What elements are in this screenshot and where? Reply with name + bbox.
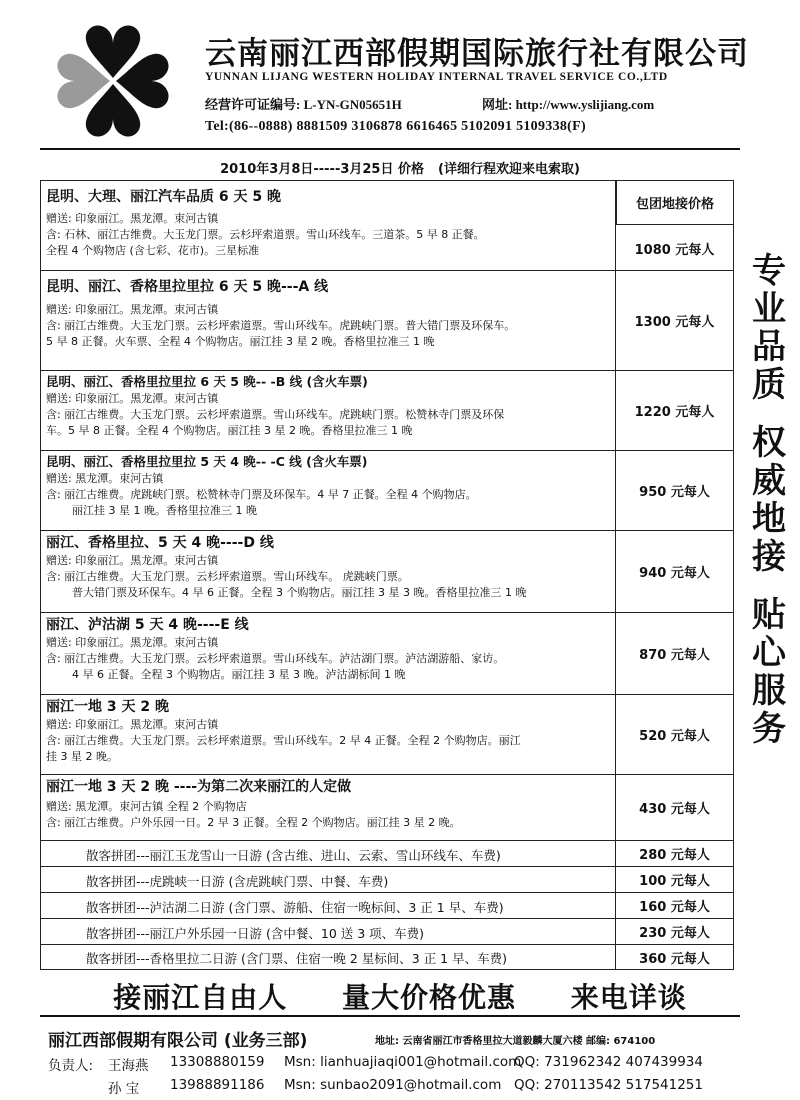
tour-description xyxy=(41,271,616,370)
tour-description xyxy=(41,451,616,530)
tour-line: 含: 石林、丽江古维费。大玉龙门票。云杉坪索道票。雪山环线车。三道茶。5 早 8 正餐。 xyxy=(46,228,485,241)
page-header xyxy=(0,0,800,148)
tour-title: 丽江一地 3 天 2 晚 xyxy=(46,699,169,715)
tour-row xyxy=(41,531,733,613)
group-tour-row xyxy=(41,841,733,867)
contact-name: 孙 宝 xyxy=(108,1081,140,1097)
group-tour-row xyxy=(41,867,733,893)
tour-description xyxy=(41,371,616,450)
tour-title: 昆明、丽江、香格里拉里拉 6 天 5 晚---A 线 xyxy=(46,279,329,295)
contact-qq: QQ: 731962342 407439934 xyxy=(514,1054,703,1070)
tour-row xyxy=(41,695,733,775)
tour-line: 含: 丽江古维费。大玉龙门票。云杉坪索道票。雪山环线车。2 早 4 正餐。全程 2 个购物店。丽江 xyxy=(46,734,521,747)
tour-title: 丽江一地 3 天 2 晚 ----为第二次来丽江的人定做 xyxy=(46,779,352,795)
group-tour-description: 散客拼团---虎跳峡一日游 (含虎跳峡门票、中餐、车费) xyxy=(41,867,616,892)
tour-title: 昆明、丽江、香格里拉里拉 6 天 5 晚-- -B 线 (含火车票) xyxy=(46,374,368,389)
date-range xyxy=(0,158,800,177)
group-tour-price: 160 元每人 xyxy=(639,900,710,915)
divider xyxy=(40,148,740,150)
website-link[interactable]: 网址: http://www.yslijiang.com xyxy=(482,97,655,112)
group-tour-price: 360 元每人 xyxy=(639,951,710,967)
group-tour-description: 散客拼团---丽江户外乐园一日游 (含中餐、10 送 3 项、车费) xyxy=(41,919,616,944)
group-tour-price: 230 元每人 xyxy=(639,926,710,941)
tour-description xyxy=(41,695,616,774)
tour-line: 含: 丽江古维费。大玉龙门票。云杉坪索道票。雪山环线车。 虎跳峡门票。 xyxy=(46,570,409,583)
tour-title: 昆明、大理、丽江汽车品质 6 天 5 晚 xyxy=(46,189,281,205)
slogan-phrase: 贴心服务 xyxy=(752,595,786,749)
group-tour-row xyxy=(41,893,733,919)
tour-price: 1220 元每人 xyxy=(634,405,715,420)
group-tour-price: 100 元每人 xyxy=(639,874,710,889)
tour-price: 950 元每人 xyxy=(639,485,710,500)
footer-address: 地址: 云南省丽江市香格里拉大道毅麟大厦六楼 邮编: 674100 xyxy=(375,1036,656,1047)
tour-title: 丽江、泸沽湖 5 天 4 晚----E 线 xyxy=(46,617,249,633)
tour-line: 赠送: 印象丽江。黑龙潭。束河古镇 xyxy=(46,303,219,316)
tour-price: 520 元每人 xyxy=(639,729,710,744)
tour-line: 丽江挂 3 星 1 晚。香格里拉准三 1 晚 xyxy=(72,504,257,517)
tour-description xyxy=(41,181,616,270)
footer-slogan-phrase: 量大价格优惠 xyxy=(341,981,516,1014)
tour-line: 含: 丽江古维费。大玉龙门票。云杉坪索道票。雪山环线车。泸沽湖门票。泸沽湖游船、家访。 xyxy=(46,652,505,665)
slogan-phrase: 专业品质 xyxy=(752,251,786,405)
contact-phone: 13308880159 xyxy=(170,1054,265,1070)
slogan-phrase: 权威地接 xyxy=(752,423,786,577)
tour-line: 赠送: 印象丽江。黑龙潭。束河古镇 xyxy=(46,554,219,567)
contact-qq: QQ: 270113542 517541251 xyxy=(514,1077,703,1093)
tour-description xyxy=(41,613,616,694)
tour-line: 车。5 早 8 正餐。全程 4 个购物店。丽江挂 3 星 2 晚。香格里拉准三 1 晚 xyxy=(46,424,413,437)
tour-row xyxy=(41,451,733,531)
tour-price: 870 元每人 xyxy=(639,648,710,663)
price-table xyxy=(40,180,734,970)
tour-line: 普大错门票及环保车。4 早 6 正餐。全程 3 个购物店。丽江挂 3 星 3 晚。香格里拉准三 1 晚 xyxy=(72,586,527,599)
contact-label: 负责人: xyxy=(48,1058,94,1074)
company-name-en: YUNNAN LIJANG WESTERN HOLIDAY INTERNAL TRAVEL SERVICE CO.,LTD xyxy=(205,71,668,83)
tour-line: 含: 丽江古维费。大玉龙门票。云杉坪索道票。雪山环线车。虎跳峡门票。松赞林寺门票及环保 xyxy=(46,408,505,421)
contact-name: 王海燕 xyxy=(108,1058,149,1074)
tour-row xyxy=(41,613,733,695)
footer-slogan-phrase: 接丽江自由人 xyxy=(113,981,288,1014)
tour-price: 940 元每人 xyxy=(639,566,710,581)
tour-line: 赠送: 印象丽江。黑龙潭。束河古镇 xyxy=(46,636,219,649)
tour-line: 赠送: 印象丽江。黑龙潭。束河古镇 xyxy=(46,718,219,731)
side-slogan xyxy=(744,252,794,748)
tour-line: 含: 丽江古维费。户外乐园一日。2 早 3 正餐。全程 2 个购物店。丽江挂 3 星 2 晚。 xyxy=(46,816,461,829)
tour-title: 昆明、丽江、香格里拉里拉 5 天 4 晚-- -C 线 (含火车票) xyxy=(46,454,368,469)
tour-line: 含: 丽江古维费。虎跳峡门票。松赞林寺门票及环保车。4 早 7 正餐。全程 4 个购物店。 xyxy=(46,488,477,501)
group-tour-description: 散客拼团---泸沽湖二日游 (含门票、游船、住宿一晚标间、3 正 1 早、车费) xyxy=(41,893,616,918)
tour-price: 430 元每人 xyxy=(639,802,710,817)
license-number: 经营许可证编号: L-YN-GN05651H xyxy=(205,97,402,112)
price-column-header: 包团地接价格 xyxy=(616,181,733,225)
tour-row xyxy=(41,371,733,451)
divider xyxy=(40,1015,740,1017)
tour-price: 1300 元每人 xyxy=(634,315,715,330)
contact-phone: 13988891186 xyxy=(170,1077,265,1093)
telephone-numbers: Tel:(86--0888) 8881509 3106878 6616465 5102091 5109338(F) xyxy=(205,119,586,134)
company-logo-icon xyxy=(50,22,180,140)
group-tour-row xyxy=(41,945,733,969)
tour-line: 赠送: 黑龙潭。束河古镇 xyxy=(46,472,164,485)
tour-row xyxy=(41,271,733,371)
tour-line: 赠送: 黑龙潭。束河古镇 全程 2 个购物店 xyxy=(46,800,247,813)
tour-line: 挂 3 星 2 晚。 xyxy=(46,750,118,763)
date-range-note: (详细行程欢迎来电索取) xyxy=(438,162,580,177)
group-tour-description: 散客拼团---丽江玉龙雪山一日游 (含古维、进山、云索、雪山环线车、车费) xyxy=(41,841,616,866)
tour-description xyxy=(41,531,616,612)
contact-msn[interactable]: Msn: lianhuajiaqi001@hotmail.com xyxy=(284,1054,522,1070)
contact-msn[interactable]: Msn: sunbao2091@hotmail.com xyxy=(284,1077,502,1093)
tour-line: 全程 4 个购物店 (含七彩、花市)。三星标准 xyxy=(46,244,260,257)
group-tour-description: 散客拼团---香格里拉二日游 (含门票、住宿一晚 2 星标间、3 正 1 早、车费) xyxy=(41,945,616,969)
footer-slogan xyxy=(0,976,800,1016)
tour-line: 4 早 6 正餐。全程 3 个购物店。丽江挂 3 星 3 晚。泸沽湖标间 1 晚 xyxy=(72,668,406,681)
tour-line: 含: 丽江古维费。大玉龙门票。云杉坪索道票。雪山环线车。虎跳峡门票。普大错门票及环保车。 xyxy=(46,319,516,332)
group-tour-row xyxy=(41,919,733,945)
company-name-cn: 云南丽江西部假期国际旅行社有限公司 xyxy=(205,36,749,72)
tour-row xyxy=(41,181,733,271)
tour-description xyxy=(41,775,616,840)
tour-line: 5 早 8 正餐。火车票、全程 4 个购物店。丽江挂 3 星 2 晚。香格里拉准三 1 晚 xyxy=(46,335,435,348)
tour-line: 赠送: 印象丽江。黑龙潭。束河古镇 xyxy=(46,392,219,405)
tour-line: 赠送: 印象丽江。黑龙潭。束河古镇 xyxy=(46,212,219,225)
tour-title: 丽江、香格里拉、5 天 4 晚----D 线 xyxy=(46,535,274,551)
date-range-dates: 2010年3月8日-----3月25日 价格 xyxy=(220,162,425,177)
group-tour-price: 280 元每人 xyxy=(639,848,710,863)
tour-price: 1080 元每人 xyxy=(634,242,715,258)
footer-company-name: 丽江西部假期有限公司 (业务三部) xyxy=(48,1031,308,1051)
footer-slogan-phrase: 来电详谈 xyxy=(570,981,687,1014)
tour-row xyxy=(41,775,733,841)
